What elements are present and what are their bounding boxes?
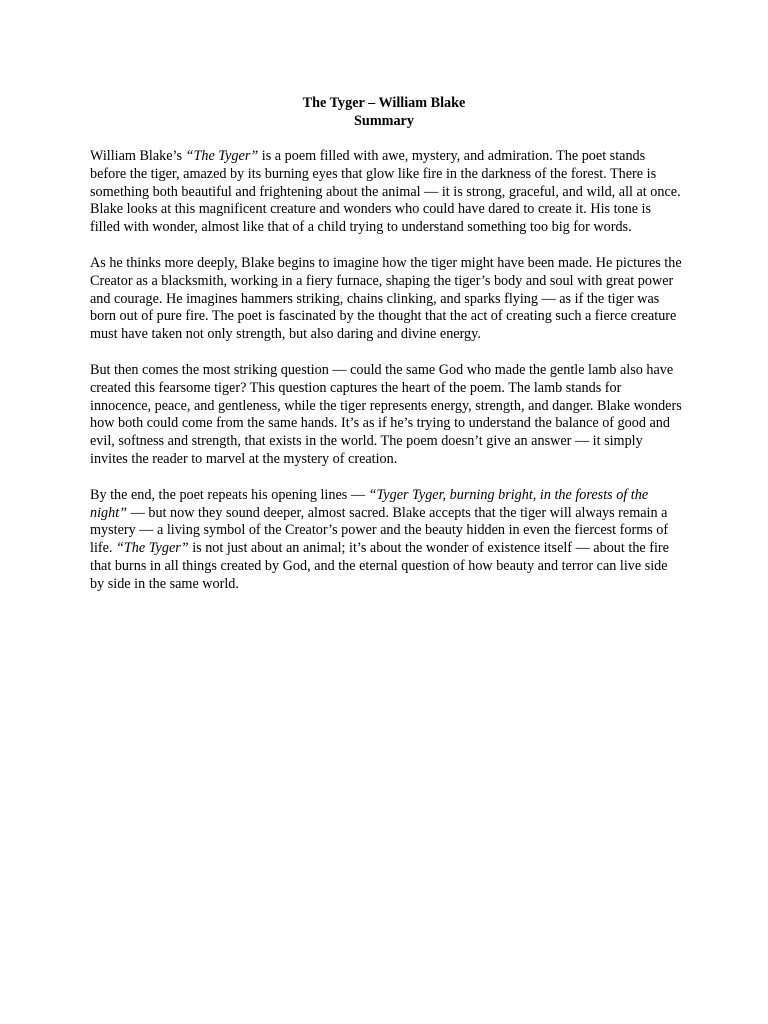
paragraph-text: William Blake’s (90, 148, 186, 164)
document-title: The Tyger – William Blake (302, 95, 466, 111)
paragraph-text: is not just about an animal; it’s about the wonder of existence itself — about the fire that burns in all things created by God, and the eternal question of how beauty and terror can live side by side in the same world. (90, 540, 669, 592)
body-paragraph (90, 148, 682, 237)
italic-text: “The Tyger” (185, 148, 259, 164)
body-paragraph (90, 255, 682, 344)
document-body (90, 148, 682, 612)
paragraph-text: is a poem filled with awe, mystery, and admiration. The poet stands before the tiger, amazed by its burning eyes that glow like fire in the darkness of the forest. There is something both beautiful and frightening about the animal — it is strong, graceful, and wild, all at once. Blake looks at this magnificent creature and wonders who could have dared to create it. His tone is filled with wonder, almost like that of a child trying to understand something too big for words. (90, 148, 681, 236)
paragraph-text: As he thinks more deeply, Blake begins to imagine how the tiger might have been made. He pictures the Creator as a blacksmith, working in a fiery furnace, shaping the tiger’s body and soul with great power and courage. He imagines hammers striking, chains clinking, and sparks flying — as if the tiger was born out of pure fire. The poet is fascinated by the thought that the act of creating such a fierce creature must have taken not only strength, but also daring and divine energy. (90, 254, 682, 343)
title-block (0, 94, 768, 130)
paragraph-text: — but now they sound deeper, almost sacred. Blake accepts that the tiger will always remain a mystery — a living symbol of the Creator’s power and the beauty hidden in even the fiercest forms of life. (90, 504, 669, 557)
paragraph-text: But then comes the most striking question — could the same God who made the gentle lamb also have created this fearsome tiger? This question captures the heart of the poem. The lamb stands for innocence, peace, and gentleness, while the tiger represents energy, strength, and danger. Blake wonders how both could come from the same hands. It’s as if he’s trying to understand the balance of good and evil, softness and strength, that exists in the world. The poem doesn’t give an answer — it simply invites the reader to marvel at the mystery of creation. (90, 361, 682, 467)
paragraph-text: By the end, the poet repeats his opening lines — (90, 486, 369, 503)
document-subtitle: Summary (354, 113, 414, 129)
italic-text: “The Tyger” (116, 540, 189, 557)
italic-text: “Tyger Tyger, burning bright, in the forests of the night” (90, 486, 649, 521)
body-paragraph (90, 487, 682, 594)
body-paragraph (90, 362, 682, 469)
